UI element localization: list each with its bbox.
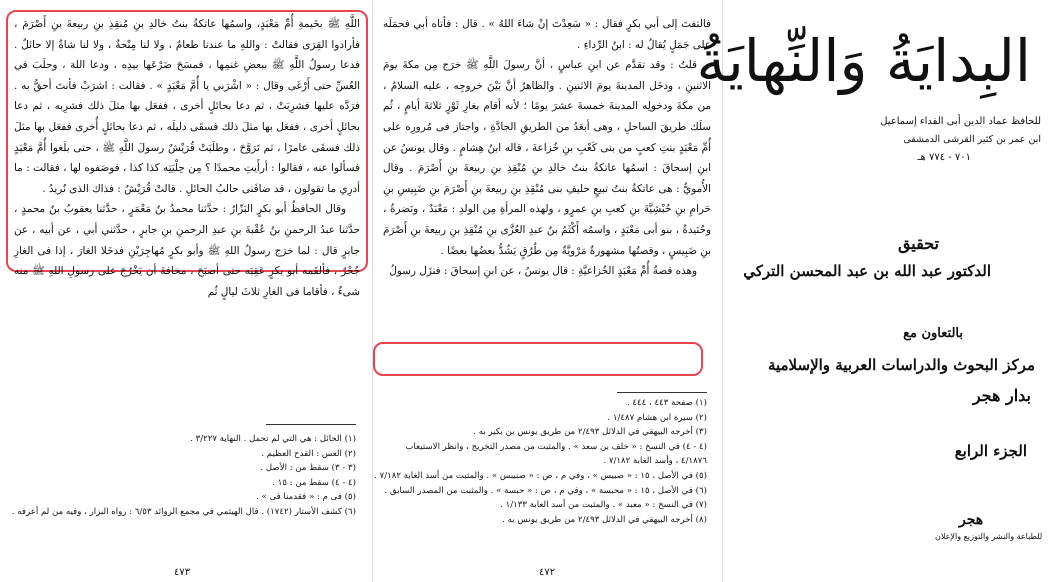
footnote: (٤ - ٤) سقط من : ١٥ . — [272, 477, 356, 488]
footnote: (٣ - ٣) سقط من : الأصل . — [260, 463, 356, 474]
footnote-rule — [617, 392, 707, 393]
footnote: (١) صفحة ٤٤٣ ، ٤٤٤ . — [626, 398, 707, 408]
footnote-rule — [266, 424, 356, 425]
page-473-body — [4, 14, 370, 416]
collab-center-place: بدار هجر — [972, 386, 1031, 405]
page-473 — [4, 0, 370, 582]
footnote: (٥) في الأصل ، ١٥ : « صبيس » ، وفي م ، ص : « صنيبس » . والمثبت من أسد الغابة ٧/١٨٢ . — [374, 470, 707, 481]
footnotes — [11, 432, 356, 520]
page-number: ٤٧٣ — [174, 567, 191, 578]
footnote: (٣) أخرجه البيهقي في الدلائل ٢/٤٩٣ من طريق يونس بن بكير به . — [473, 427, 707, 438]
footnote: (٦) كشف الأستار (١٧٤٢) . قال الهيثمي في مجمع الزوائد ٦/٥٣ : رواه البزار ، وفيه من لم أعرفه . — [11, 506, 356, 517]
footnote: (٦) في الأصل ، ١٥ : « محبسة » ، وفي م ، ص : « حبسة » . والمثبت من المصدر السابق . — [384, 485, 707, 496]
collab-label: بالتعاون مع — [903, 326, 963, 341]
body-paragraph: وهذه قصةُ أُمِّ مَعْبَدٍ الخُزاعيَّةِ : قال يونسُ ، عن ابنِ إسحاقَ : فنزَل رسولُ — [389, 265, 697, 278]
footnote: (١) الحائل : هي التي لم تحمل . النهاية ٣/٢٢٧ . — [190, 434, 356, 444]
page-472 — [372, 0, 721, 582]
page-number: ٤٧٢ — [539, 567, 556, 578]
body-paragraph: وقال الحافظُ أبو بكرٍ البَزّارُ : حدَّثنا محمدُ بنُ مَعْمَرٍ ، حدَّثنا يعقوبُ بنُ محمدٍ ، حدَّثنا عبدُ الرحمنِ بنُ عُقْبةَ بنِ عبدِ الرحمنِ بنِ جابرٍ ، حدَّثني أبي ، عن أبيه ، عن جابرٍ قال : لما خرَج رسولُ اللهِ ﷺ وأبو بكرٍ مُهاجِرَيْنِ فدخَلا الغارَ ، إذا فى الغارِ جُحْرٌ ، فألقَمه أبو بكرٍ عَقِبَه حتى أصبَحَ ، مخافةَ أن يَخْرُجَ على رسولِ اللهِ ﷺ منه شىءٌ ، فأقاما فى الغارِ ثلاثَ ليالٍ ثُم — [14, 203, 360, 298]
body-paragraph: فالتفتَ إلى أبي بكرٍ فقال : « سَعِدْتَ إنْ شاءَ اللهُ » . قال : فأتاه أبي فحمَلَه على جَمَلٍ يُقالُ له : ابنُ الرِّداءِ . — [383, 18, 711, 51]
footnotes — [374, 396, 707, 527]
author-line: ابن عمر بن كثير القرشى الدمشقى — [903, 134, 1041, 145]
footnote: (٢) سيرة ابن هشام ١/٤٨٧ . — [607, 412, 707, 423]
book-title: البِدايَةُ وَالنِّهايَةُ — [696, 27, 1031, 95]
volume-label: الجزء الرابع — [954, 442, 1027, 460]
highlight-box-line — [373, 342, 703, 376]
author-line: للحافظ عماد الدين أبى الفداء إسماعيل — [880, 116, 1041, 127]
footnote: (٤ - ٤) في النسخ : « خلف بن سعد » . والمثبت من مصدر التخريج ، وانظر الاستيعاب ٤/١٨٧٦ ، وأسد الغابة ٧/١٨٢ . — [405, 441, 707, 467]
body-paragraph: اللَّهِ ﷺ بخَيمةِ أُمِّ مَعْبَدٍ، واسمُها عاتكةُ بنتُ خالدِ بنِ مُنقِذِ بنِ ربيعةَ بنِ أَصْرَمَ ، فأرادوا القِرَى فقالتْ : واللهِ ما عندنا طعامٌ ، ولا لنا مِنْحةٌ ، ولا لنا شاةٌ إلا حائلٌ . فدعا رسولُ اللَّهِ ﷺ ببعضِ غنمِها ، فمسَحَ ضَرْعَها بيدِه ، ودعا اللهَ ، وحلَبَ في العُسِّ حتى أَرْغَى وقال : « اشْرَبي يا أُمَّ مَعْبَدٍ » . فقالت : اشرَبْ فأنتَ أحقُّ به . فرَدَّه عليها فشرِبَتْ ، ثم دعا بحائلٍ أخرى ، ففعَل بها مثلَ ذلك فشرِبه ، ثم دعا بحائلٍ أخرى ، ففعَل بها مثلَ ذلك فسقَى دليلَه ، ثم دعا بحائلٍ أُخرى ففعَل بها مثلَ ذلك فسقَى عامرًا ، ثم تَرَوَّحَ ، وطلَبَتْ قُرَيْشٌ رسولَ اللَّهِ ﷺ ، حتى بلَغوا أُمَّ مَعْبَدٍ فسألوا عنه ، فقالوا : أرأَيتِ محمدًا ؟ مِن حِلْيَتِه كذا كذا ، فوصَفوه لها ، فقالت : ما أدرِي ما تقولون ، قد ضافَنى حالبُ الحائلِ . قالتْ قُرَيْشٌ : فذاك الذى نُريدُ . — [14, 18, 360, 195]
collab-center: مركز البحوث والدراسات العربية والإسلامية — [767, 356, 1035, 374]
publisher-subtitle: للطباعة والنشر والتوزيع والإعلان — [935, 532, 1043, 541]
footnote: (٥) فى م : « فقدمنا فى » . — [256, 492, 356, 503]
author-dates: ٧٠١ - ٧٧٤ هـ — [917, 152, 971, 163]
title-page — [696, 0, 1051, 582]
page-472-body — [373, 14, 721, 380]
publisher-logo: هجر — [959, 512, 984, 528]
footnote: (٨) أخرجه البيهقي في الدلائل ٢/٤٩٣ من طريق يونس به . — [502, 514, 707, 525]
editor-name: الدكتور عبد الله بن عبد المحسن التركي — [743, 262, 991, 280]
body-paragraph: قلتُ : وقد تقدَّم عن ابنِ عباسٍ ، أنَّ رسولَ اللَّهِ ﷺ خرَج مِن مكةَ يومَ الاثنينِ ، ودخَل المدينةَ يومَ الاثنينِ . والظاهرُ أنَّ بَيْنَ خروجِه ، عليه السلامُ ، من مكةَ ودخولِه المدينةَ خمسةَ عشرَ يومًا ؛ لأنه أقام بغارِ ثَوْرٍ ثلاثةَ أيامٍ ، ثُم سلَك طريقَ الساحلِ ، وهى أبعَدُ من الطريقِ الجادَّةِ ، واجتاز فى مُرورِه على أُمِّ مَعْبَدٍ بنتِ كعبٍ من بنى كَعْبِ بنِ خُزاعةَ ، قاله ابنُ هِشامٍ . وقال يونسُ عن ابنِ إسحاقَ : اسمُها عاتكةُ بنتُ خالدِ بنِ مُنْقِذِ بنِ ربيعةَ بنِ أَصْرَمَ . وقال الأُمويُّ : هى عاتكةُ بنتُ تبيعٍ حليفِ بنى مُنْقِذِ بنِ ربيعةَ بنِ أَصْرَمَ بنِ ضَبِيسِ بنِ حَرامِ بنِ حُبْشِيَّةَ بنِ كعبِ بنِ عمرٍو ، ولهذه المرأةِ مِن الولدِ : مَعْبَدٌ ، ونَضرةُ ، وحُنَيدةُ ، بنو أبى مَعْبَدٍ ، واسمُه أَكْثَمُ بنُ عبدِ العُزَّى بنِ مُنْقِذِ بنِ ربيعةَ بنِ أَصْرَمَ بنِ ضَبِيسٍ ، وقصتُها مشهورةٌ مَرْويَّةٌ مِن طُرُقٍ يَشُدُّ بعضُها بعضًا . — [383, 59, 711, 257]
editor-label: تحقيق — [897, 234, 939, 253]
footnote: (٧) في النسخ : « معبد » . والمثبت من أسد الغابة ١/١٣٣ . — [500, 500, 707, 511]
footnote: (٢) العس : القدح العظيم . — [261, 448, 356, 459]
